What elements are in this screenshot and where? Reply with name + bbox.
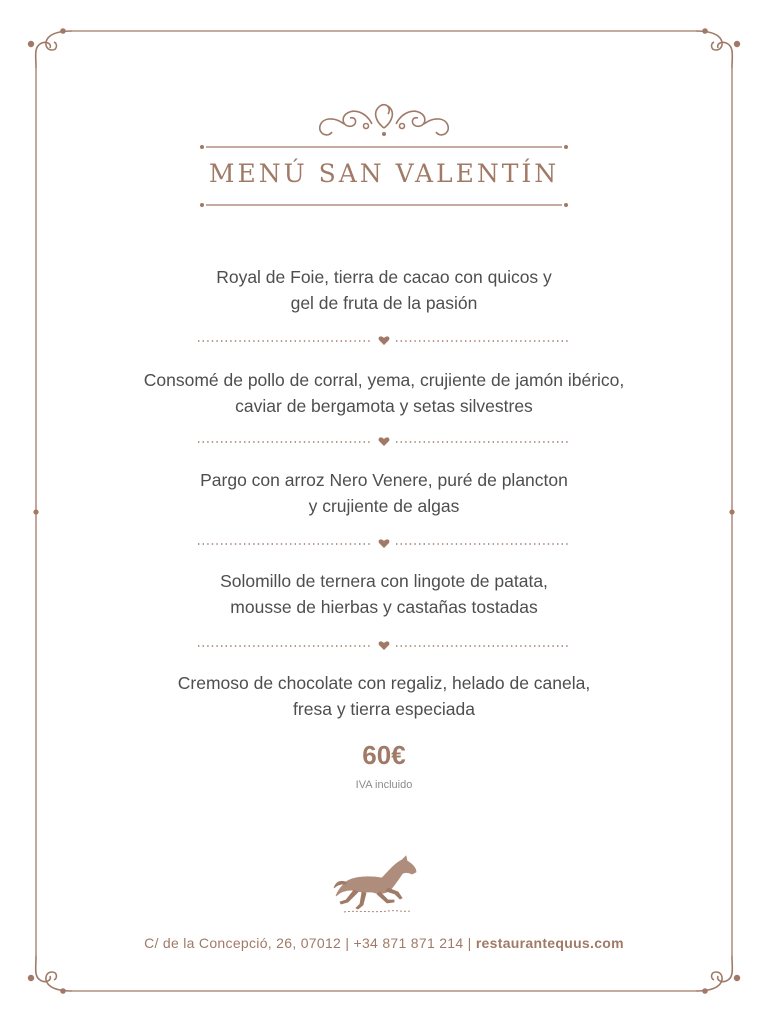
footer-separator: | — [341, 935, 354, 951]
dish-1-line-2: gel de fruta de la pasión — [290, 293, 478, 313]
footer-website-link[interactable]: restaurantequus.com — [475, 935, 624, 951]
dish-3 — [60, 467, 708, 519]
menu-price: 60€ — [362, 740, 406, 770]
flourish-ornament-icon — [320, 105, 449, 135]
dish-4-line-1: Solomillo de ternera con lingote de patata, — [220, 571, 548, 591]
footer-phone[interactable]: +34 871 871 214 — [353, 935, 464, 951]
dish-1-line-1: Royal de Foie, tierra de cacao con quicos y — [216, 267, 552, 287]
heart-icon — [379, 641, 390, 650]
heart-separator — [198, 335, 570, 347]
dish-2 — [60, 367, 708, 419]
dish-5-line-1: Cremoso de chocolate con regaliz, helado de canela, — [177, 673, 591, 693]
heart-icon — [379, 437, 390, 446]
footer-address: C/ de la Concepció, 26, 07012 — [144, 935, 342, 951]
dish-3-line-1: Pargo con arroz Nero Venere, puré de plancton — [200, 470, 568, 490]
dish-2-line-1: Consomé de pollo de corral, yema, crujiente de jamón ibérico, — [143, 370, 625, 390]
footer-contact — [0, 935, 768, 951]
heart-separator — [198, 538, 570, 550]
dish-4 — [60, 568, 708, 620]
dish-2-line-2: caviar de bergamota y setas silvestres — [235, 396, 533, 416]
dish-5 — [60, 670, 708, 722]
galloping-horse-logo — [332, 852, 420, 918]
dish-4-line-2: mousse de hierbas y castañas tostadas — [230, 597, 538, 617]
heart-icon — [379, 336, 390, 345]
price-note: IVA incluido — [355, 779, 413, 791]
dish-3-line-2: y crujiente de algas — [308, 496, 460, 516]
heart-separator — [198, 640, 570, 652]
dish-1 — [60, 264, 708, 316]
dish-5-line-2: fresa y tierra especiada — [293, 699, 475, 719]
heart-separator — [198, 436, 570, 448]
footer-separator: | — [463, 935, 476, 951]
heart-icon — [379, 539, 390, 548]
menu-title: MENÚ SAN VALENTÍN — [208, 159, 560, 188]
